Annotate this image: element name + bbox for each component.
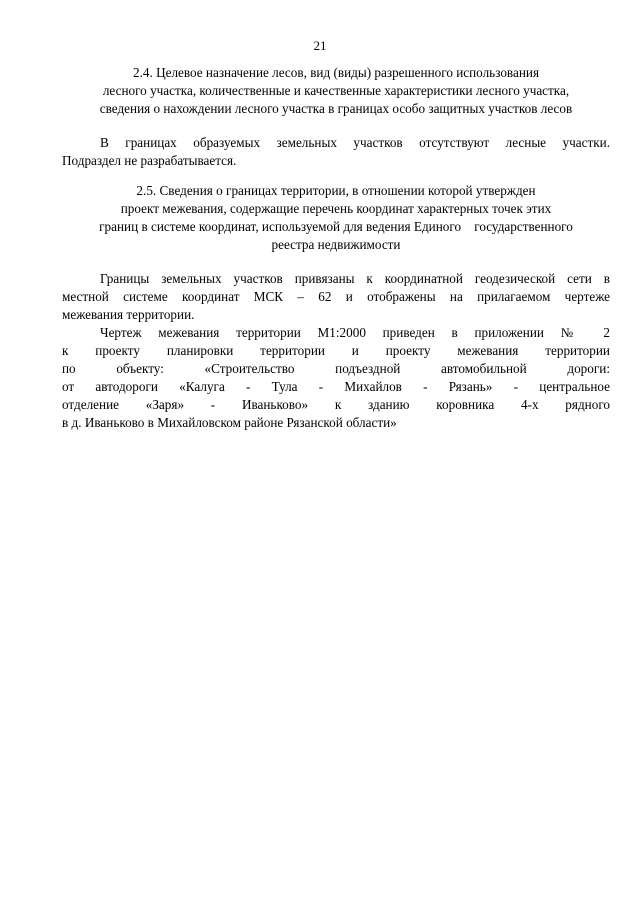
paragraph-line: межевания территории.	[62, 307, 195, 322]
page-number: 21	[313, 38, 327, 53]
heading-line: лесного участка, количественные и качественные характеристики лесного участка,	[102, 83, 570, 98]
section-2-4-heading	[62, 64, 610, 118]
paragraph-line: по объекту: «Строительство подъездной автомобильной дороги:	[62, 361, 610, 376]
section-2-4-paragraph	[62, 134, 610, 170]
paragraph-line: Чертеж межевания территории М1:2000 приведен в приложении № 2	[100, 325, 610, 340]
heading-line: 2.4. Целевое назначение лесов, вид (виды) разрешенного использования	[132, 65, 540, 80]
paragraph-line: Подраздел не разрабатывается.	[62, 153, 237, 168]
heading-line: границ в системе координат, используемой для ведения Единого государственного	[99, 219, 573, 234]
section-2-5-paragraph-2	[62, 324, 610, 432]
heading-line: проект межевания, содержащие перечень координат характерных точек этих	[120, 201, 552, 216]
paragraph-line: В границах образуемых земельных участков отсутствуют лесные участки.	[100, 135, 610, 150]
paragraph-line: от автодороги «Калуга - Тула - Михайлов - Рязань» - центральное	[62, 379, 610, 394]
paragraph-line: к проекту планировки территории и проекту межевания территории	[62, 343, 610, 358]
section-2-5-heading	[62, 182, 610, 254]
section-2-5-paragraph-1	[62, 270, 610, 324]
heading-line: реестра недвижимости	[271, 237, 401, 252]
heading-line: 2.5. Сведения о границах территории, в отношении которой утвержден	[136, 183, 536, 198]
paragraph-line: в д. Иваньково в Михайловском районе Рязанской области»	[62, 415, 397, 430]
paragraph-line: местной системе координат МСК – 62 и отображены на прилагаемом чертеже	[62, 289, 610, 304]
heading-line: сведения о нахождении лесного участка в границах особо защитных участков лесов	[99, 101, 573, 116]
paragraph-line: отделение «Заря» - Иваньково» к зданию коровника 4-х рядного	[62, 397, 610, 412]
paragraph-line: Границы земельных участков привязаны к координатной геодезической сети в	[100, 271, 610, 286]
